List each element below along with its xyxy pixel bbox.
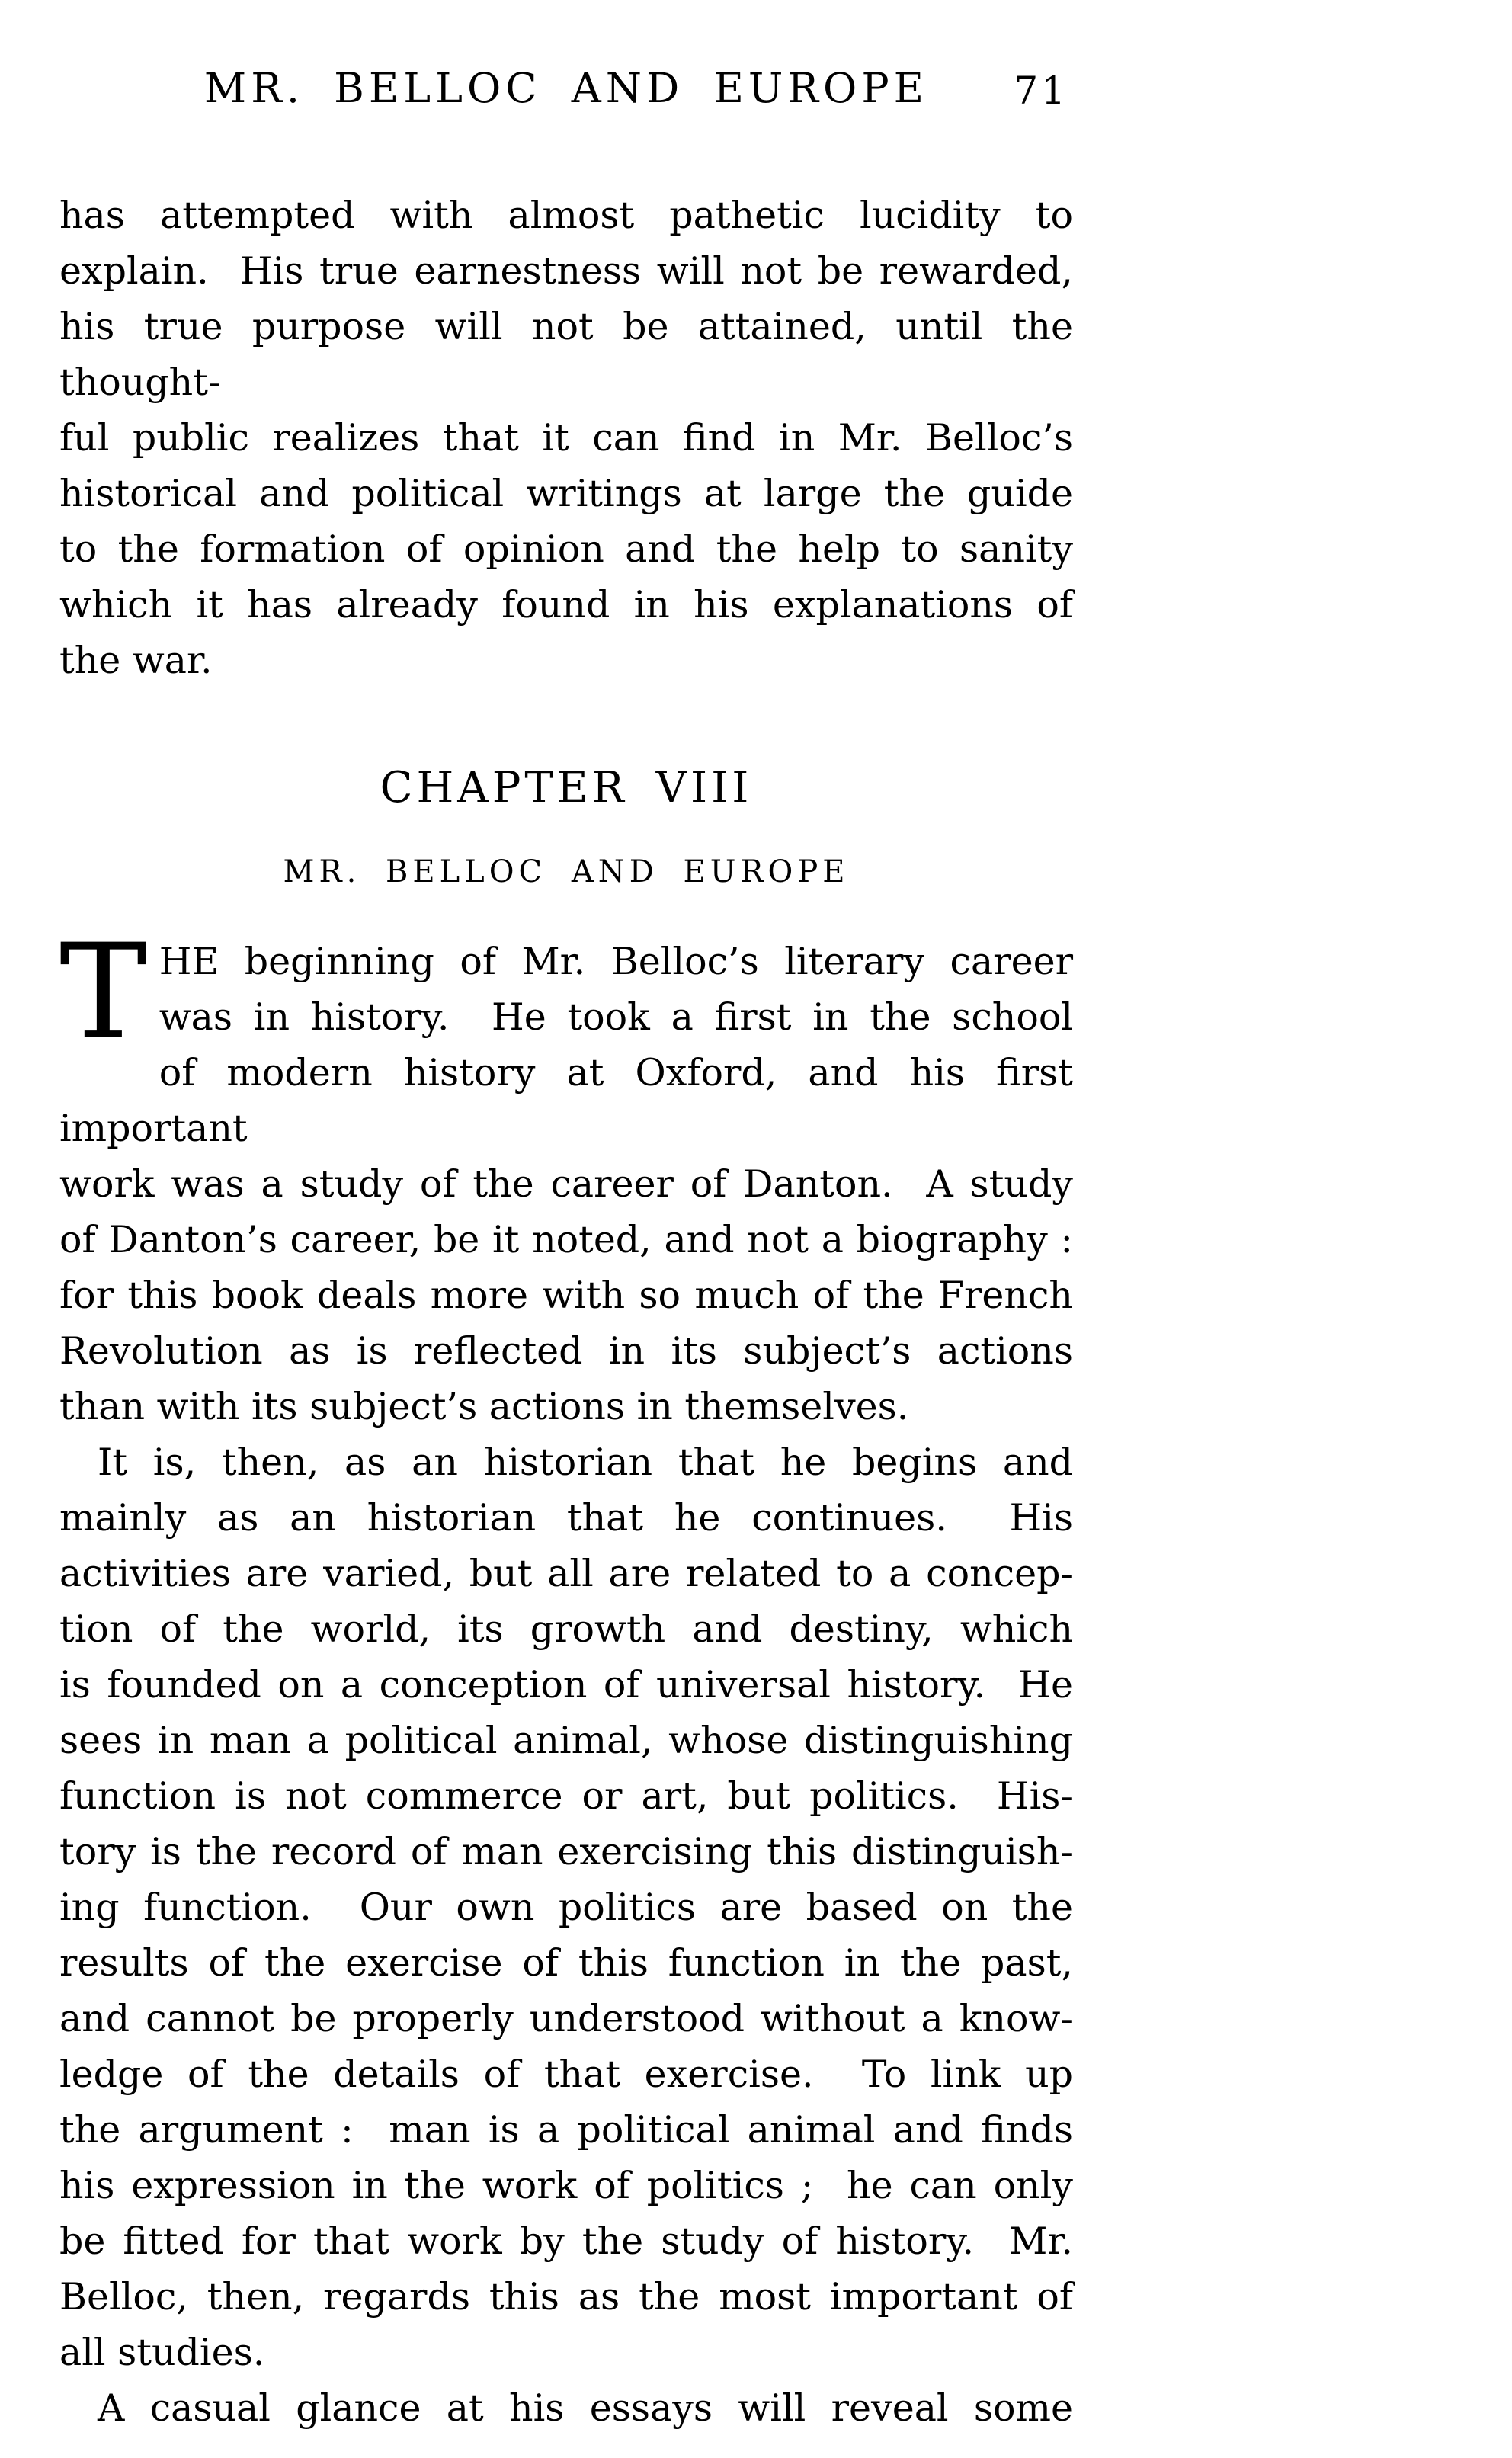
text-line: which it has already found in his explanations of [59,583,1073,627]
text-line: has attempted with almost pathetic lucidity to [59,194,1073,237]
text-line: It is, then, as an historian that he begins and [98,1441,1073,1484]
text-line: explain. His true earnestness will not be rewarded, [59,249,1073,293]
drop-cap-letter: T [59,915,147,1069]
text-line: function is not commerce or art, but politics. His- [59,1774,1073,1818]
text-line: the war. [59,639,213,682]
text-line: HE beginning of Mr. Belloc’s literary career [159,940,1073,983]
text-line: Revolution as is reflected in its subject’s actions [59,1329,1073,1373]
text-line: all studies. [59,2331,265,2374]
paragraph-historian [59,1434,1073,2380]
text-line: sees in man a political animal, whose distinguishing [59,1719,1073,1762]
text-line: is founded on a conception of universal history. He [59,1663,1073,1706]
text-line: than with its subject’s actions in themselves. [59,1385,909,1428]
paragraph-essays-opening [59,2380,1073,2436]
page-header [59,66,1073,111]
paragraph-chapter-opening [59,915,1073,1434]
text-line: ful public realizes that it can find in Mr. Belloc’s [59,416,1073,460]
text-line: ing function. Our own politics are based on the [59,1886,1073,1929]
chapter-subheading: MR. BELLOC AND EUROPE [283,854,850,889]
text-line: his true purpose will not be attained, until the thought- [59,305,1073,404]
text-line: work was a study of the career of Danton. A study [59,1162,1073,1206]
text-line: tion of the world, its growth and destiny, which [59,1607,1073,1651]
chapter-heading: CHAPTER VIII [380,763,753,812]
text-line: the argument : man is a political animal and finds [59,2108,1073,2152]
text-line: be fitted for that work by the study of history. Mr. [59,2219,1073,2263]
text-line: historical and political writings at large the guide [59,472,1073,515]
text-line: to the formation of opinion and the help to sanity [59,527,1073,571]
text-line: Belloc, then, regards this as the most important of [59,2275,1073,2319]
text-line: activities are varied, but all are related to a concep- [59,1552,1073,1595]
text-line: his expression in the work of politics ; he can only [59,2164,1073,2207]
text-line: for this book deals more with so much of the French [59,1274,1073,1317]
text-line: ledge of the details of that exercise. To link up [59,2053,1073,2096]
text-line: A casual glance at his essays will reveal some [98,2386,1073,2430]
text-line: was in history. He took a first in the school [159,995,1073,1039]
text-line: tory is the record of man exercising this distinguish- [59,1830,1073,1873]
text-line: of modern history at Oxford, and his first important [59,1051,1073,1150]
text-line: mainly as an historian that he continues. His [59,1496,1073,1540]
text-line: results of the exercise of this function in the past, [59,1941,1073,1985]
paragraph-continuation [59,187,1073,688]
text-line: and cannot be properly understood without a know- [59,1997,1073,2040]
running-title: MR. BELLOC AND EUROPE [203,64,929,112]
text-line: of Danton’s career, be it noted, and not a biography : [59,1218,1073,1261]
page-number: 71 [1014,69,1068,113]
